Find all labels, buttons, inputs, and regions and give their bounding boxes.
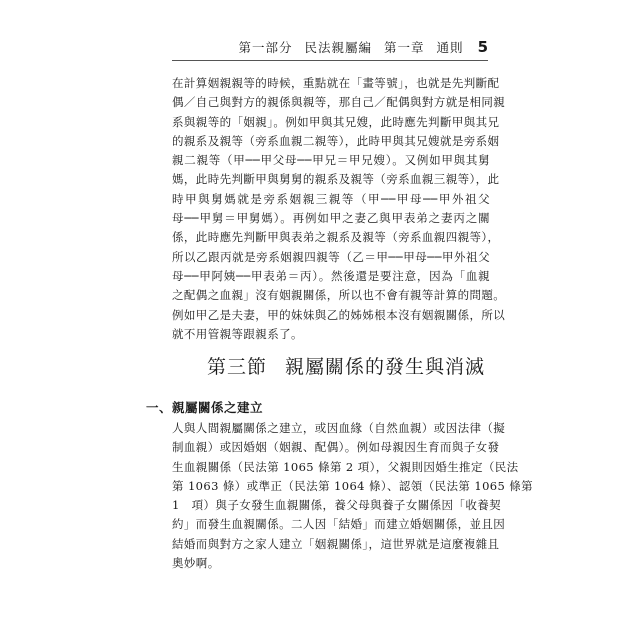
section-title [207,352,486,382]
subheading: 一、親屬關係之建立 [146,400,264,415]
paragraph-line: 所以乙跟丙就是旁系姻親四親等（乙＝甲──甲母──甲外祖父 [172,249,490,264]
paragraph-line: 第 1063 條）或準正（民法第 1064 條）、認領（民法第 1065 條第 [172,478,534,493]
paragraph-line: 係，此時應先判斷甲與表弟之親系及親等（旁系血親四親等）， [172,230,500,245]
paragraph-line: 母──甲舅＝甲舅媽）。再例如甲之妻乙與甲表弟之妻丙之關 [172,211,490,226]
paragraph-line: 親二親等（甲──甲父母──甲兄＝甲兄嫂）。又例如甲與其舅 [172,153,490,168]
paragraph-line: 時甲與舅媽就是旁系姻親三親等（甲──甲母──甲外祖父 [172,191,490,206]
paragraph-line: 生血親關係（民法第 1065 條第 2 項），父親則因婚生推定（民法 [172,459,519,474]
running-header [226,38,488,60]
paragraph-line: 系與親等的「姻親」。例如甲與其兄嫂，此時應先判斷甲與其兄 [172,114,500,129]
paragraph-line: 偶／自己與對方的親係與親等，那自己／配偶與對方就是相同親 [172,95,506,110]
section-title-text: 親屬關係的發生與消滅 [285,356,486,378]
paragraph-line: 之配偶之血親」沒有姻親關係，所以也不會有親等計算的問題。 [172,288,506,303]
header-part: 第一部分 [238,40,293,55]
paragraph-line: 1 項）與子女發生血親關係，養父母與養子女關係因「收養契 [172,498,502,513]
paragraph-line: 奧妙啊。 [172,556,220,571]
header-rule [172,60,488,61]
paragraph-line: 制血親）或因婚姻（姻親、配偶）。例如母親因生育而與子女發 [172,440,500,455]
paragraph-line: 母──甲阿姨──甲表弟＝丙）。然後還是要注意，因為「血親 [172,268,490,283]
paragraph-line: 媽，此時先判斷甲與舅舅的親系及親等（旁系血親三親等），此 [172,172,500,187]
paragraph-line: 例如甲乙是夫妻，甲的妹妹與乙的姊姊根本沒有姻親關係，所以 [172,307,506,322]
page-number: 5 [477,38,488,56]
header-book: 民法親屬編 [304,40,373,55]
paragraph-line: 人與人間親屬關係之建立，或因血緣（自然血親）或因法律（擬 [172,421,506,435]
paragraph-line: 就不用管親等跟親系了。 [172,326,303,341]
paragraph-line: 約」而發生血親關係。二人因「結婚」而建立婚姻關係，並且因 [172,517,506,532]
paragraph-affinity-calculation [172,74,506,344]
paragraph-line: 在計算姻親親等的時候，重點就在「畫等號」，也就是先判斷配 [172,76,500,90]
header-chapter-title: 通則 [436,40,464,55]
paragraph-line: 結婚而與對方之家人建立「姻親關係」，這世界就是這麼複雜且 [172,536,500,551]
paragraph-line: 的親系及親等（旁系血親二親等），此時甲與其兄嫂就是旁系姻 [172,133,500,148]
section-number: 第三節 [207,356,268,378]
paragraph-kinship-establishment [172,419,534,573]
header-chapter: 第一章 [384,40,425,55]
